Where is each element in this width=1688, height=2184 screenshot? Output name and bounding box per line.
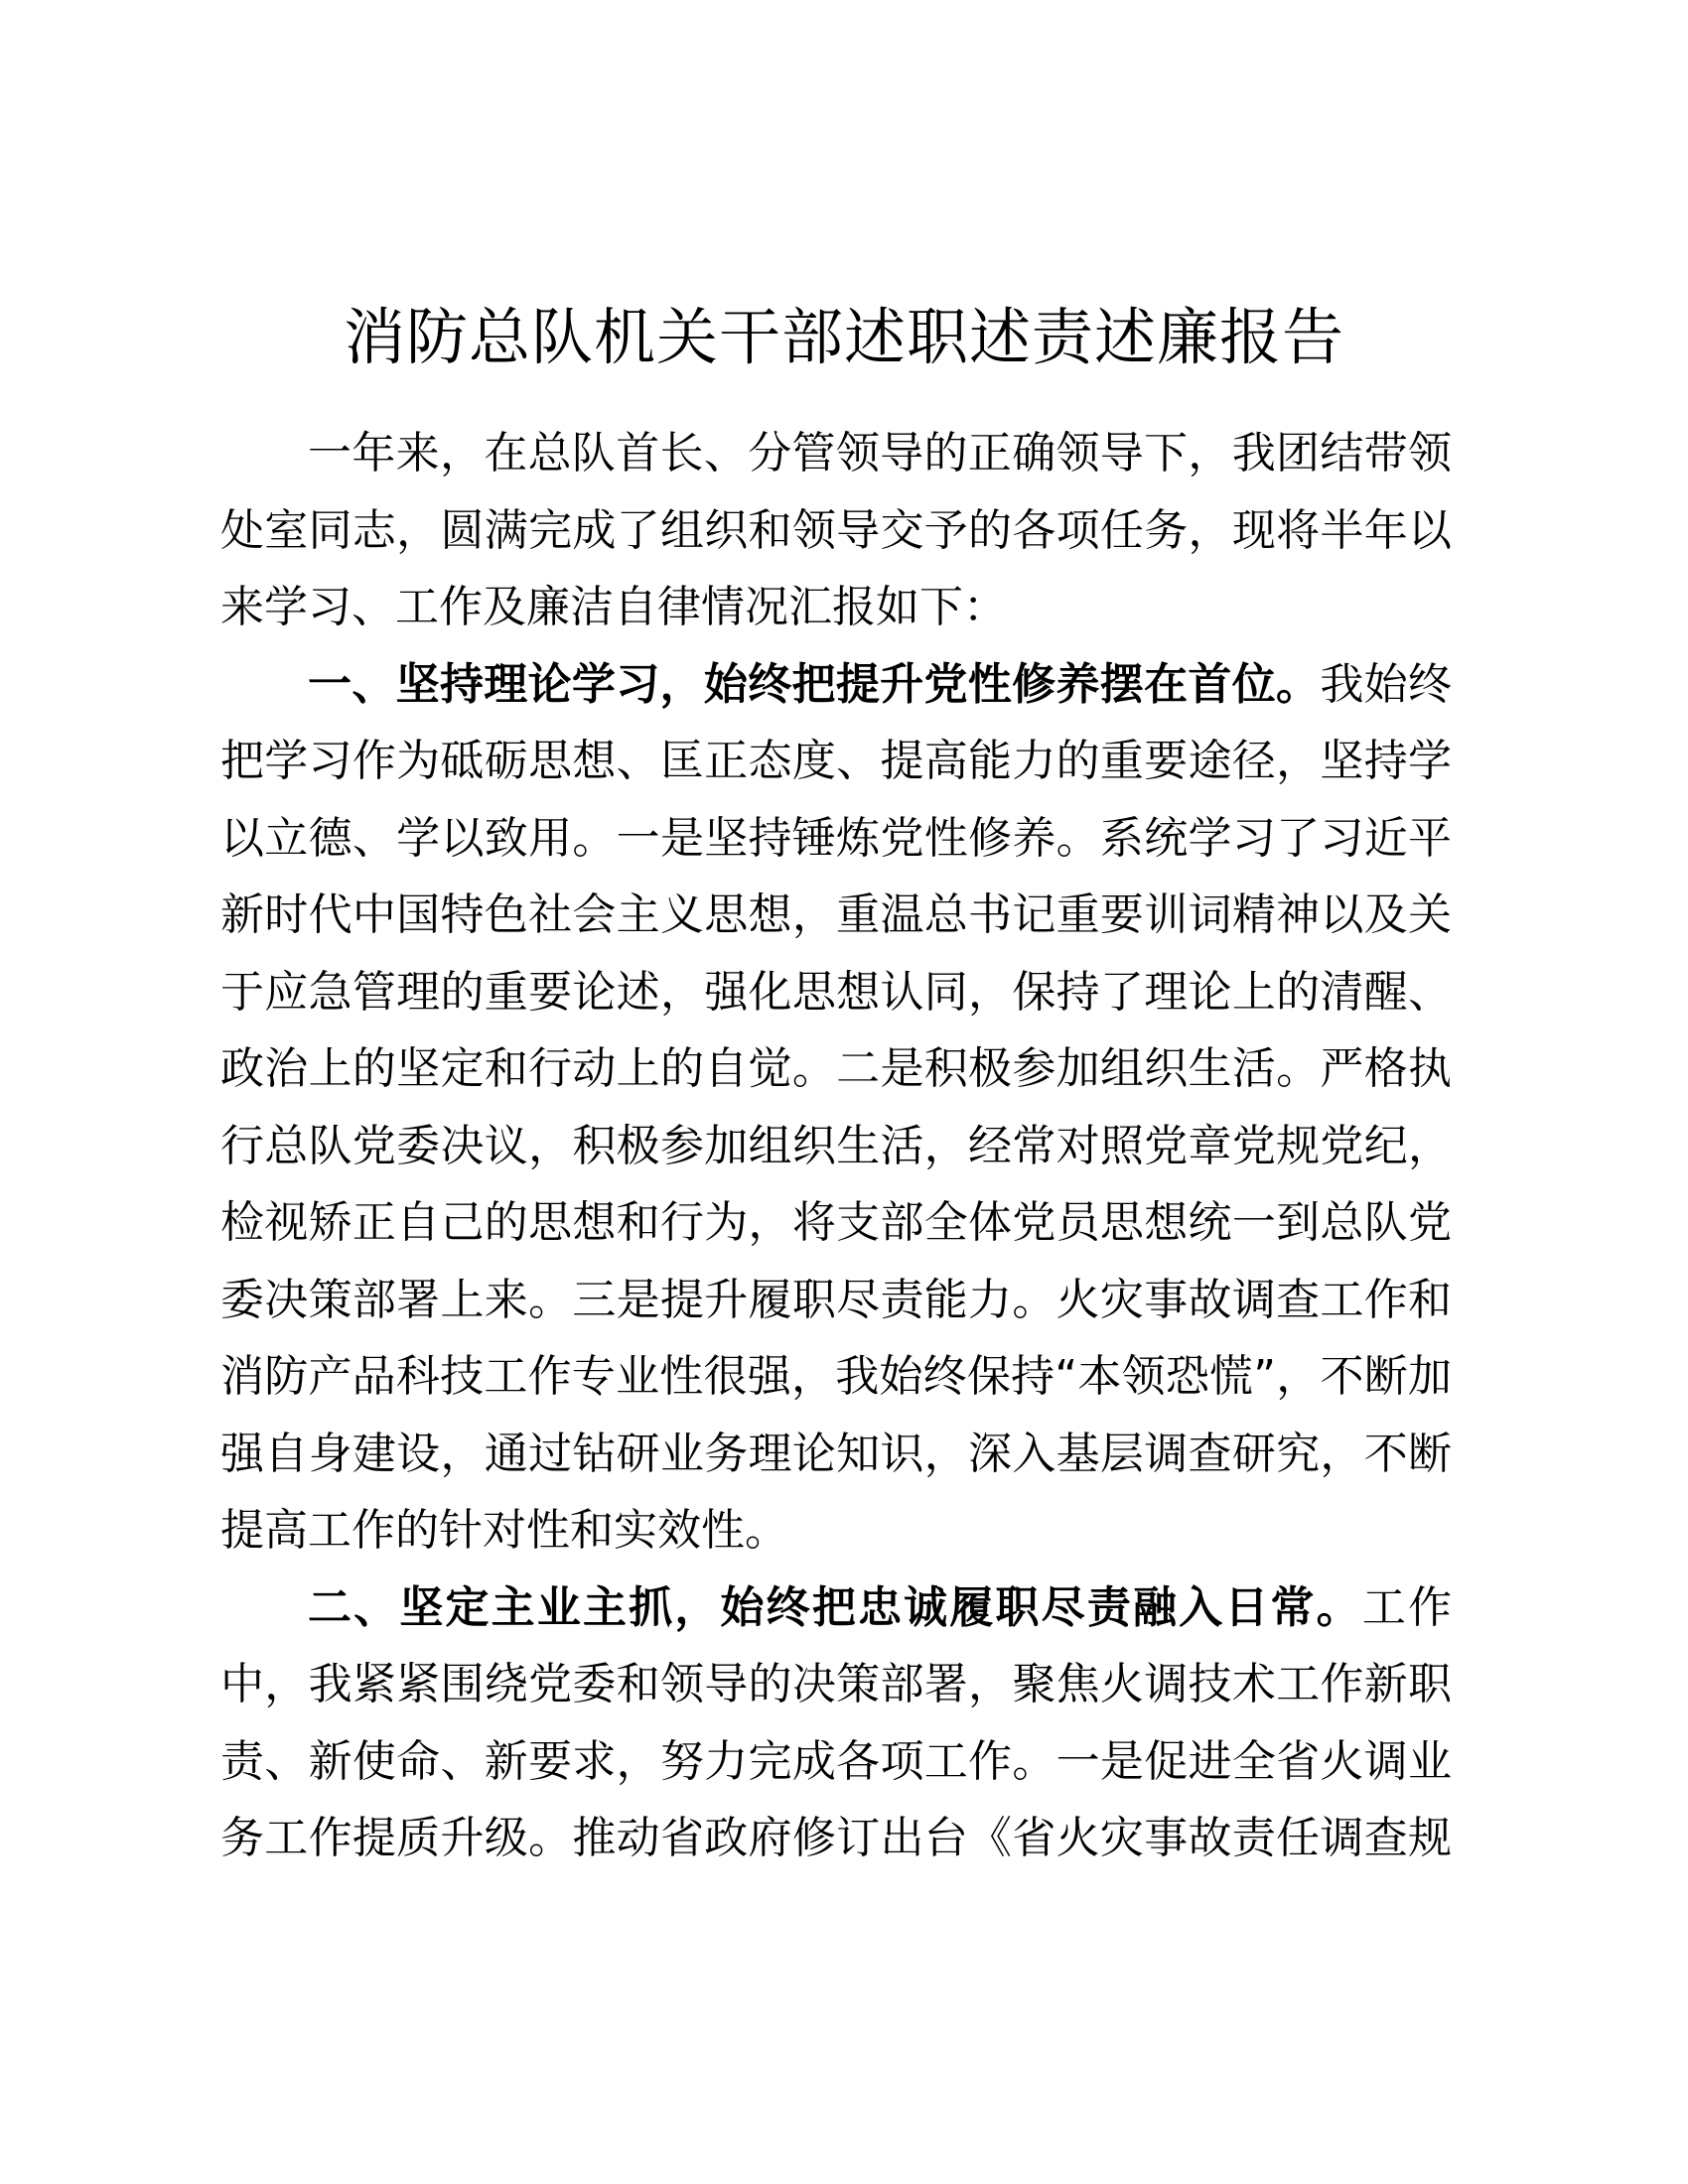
text-segment: 工作: [1361, 1581, 1452, 1633]
document-body: [220, 415, 1452, 1877]
text-segment: 新时代中国特色社会主义思想，重温总书记重要训词精神以及关: [220, 889, 1452, 940]
text-line: [220, 800, 1452, 878]
text-segment: 中，我紧紧围绕党委和领导的决策部署，聚焦火调技术工作新职: [220, 1659, 1452, 1709]
text-line: [220, 646, 1452, 724]
text-segment: 检视矫正自己的思想和行为，将支部全体党员思想统一到总队党: [220, 1197, 1452, 1248]
text-segment: 我始终: [1320, 658, 1452, 710]
text-line: [220, 569, 1452, 646]
text-segment: 行总队党委决议，积极参加组织生活，经常对照党章党规党纪，: [220, 1120, 1452, 1171]
text-line: [220, 1030, 1452, 1108]
text-segment: 强自身建设，通过钻研业务理论知识，深入基层调查研究，不断: [220, 1428, 1452, 1479]
text-segment: 消防产品科技工作专业性很强，我始终保持“本领恐慌”，不断加: [220, 1351, 1452, 1402]
text-line: [220, 1800, 1452, 1877]
text-line: [220, 1338, 1452, 1416]
section-heading: 二、坚定主业主抓，始终把忠诚履职尽责融入日常。: [308, 1581, 1362, 1633]
text-line: [220, 492, 1452, 570]
text-line: [220, 877, 1452, 954]
text-line: [220, 954, 1452, 1031]
text-line: [220, 1570, 1452, 1647]
text-segment: 把学习作为砥砺思想、匡正态度、提高能力的重要途径，坚持学: [220, 736, 1452, 786]
text-line: [220, 723, 1452, 800]
text-line: [220, 1108, 1452, 1185]
text-line: [220, 415, 1452, 492]
section-heading: 一、坚持理论学习，始终把提升党性修养摆在首位。: [308, 658, 1321, 710]
text-segment: 责、新使命、新要求，努力完成各项工作。一是促进全省火调业: [220, 1735, 1452, 1787]
text-segment: 处室同志，圆满完成了组织和领导交予的各项任务，现将半年以: [220, 504, 1452, 556]
text-line: [220, 1262, 1452, 1339]
text-segment: 提高工作的针对性和实效性。: [220, 1505, 788, 1556]
text-line: [220, 1492, 1452, 1570]
document-title: 消防总队机关干部述职述责述廉报告: [343, 301, 1344, 373]
text-segment: 政治上的坚定和行动上的自觉。二是积极参加组织生活。严格执: [220, 1043, 1452, 1094]
text-segment: 来学习、工作及廉洁自律情况汇报如下：: [220, 582, 1007, 632]
text-segment: 以立德、学以致用。一是坚持锤炼党性修养。系统学习了习近平: [220, 812, 1452, 864]
text-segment: 于应急管理的重要论述，强化思想认同，保持了理论上的清醒、: [220, 966, 1452, 1018]
text-segment: 委决策部署上来。三是提升履职尽责能力。火灾事故调查工作和: [220, 1274, 1452, 1325]
text-line: [220, 1184, 1452, 1262]
text-segment: 务工作提质升级。推动省政府修订出台《省火灾事故责任调查规: [220, 1813, 1452, 1863]
text-line: [220, 1723, 1452, 1801]
text-line: [220, 1416, 1452, 1493]
text-line: [220, 1646, 1452, 1723]
text-segment: 一年来，在总队首长、分管领导的正确领导下，我团结带领: [308, 428, 1452, 478]
